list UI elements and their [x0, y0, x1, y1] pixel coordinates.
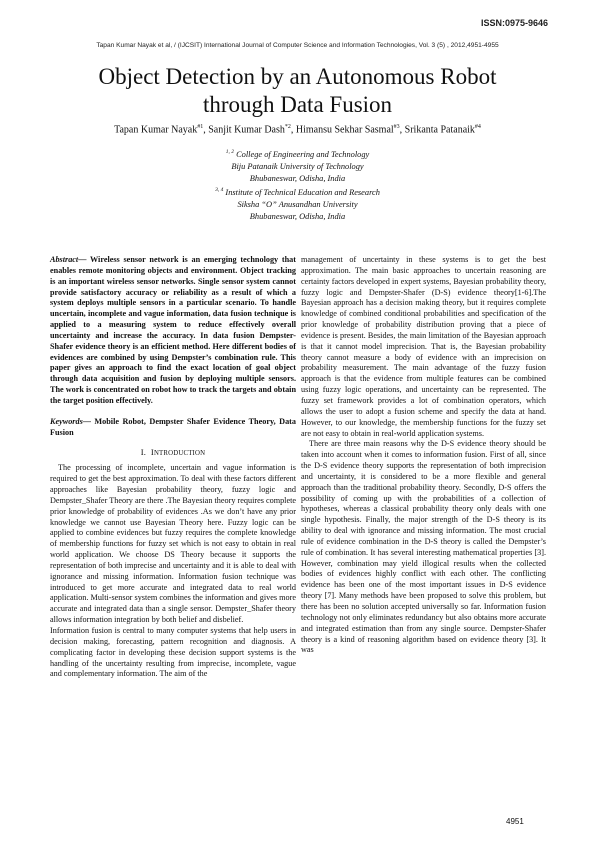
section-number: I.: [140, 446, 147, 457]
author-name: Sanjit Kumar Dash: [208, 124, 285, 136]
affiliation-line: Institute of Technical Education and Research: [225, 187, 380, 197]
page-number: 4951: [506, 817, 524, 826]
affiliation-2: [47, 184, 548, 223]
author-name: Srikanta Patanaik: [404, 124, 475, 136]
abstract-label: Abstract: [50, 255, 79, 264]
abstract: [50, 255, 296, 407]
paper-title: [47, 63, 548, 119]
author-list: Tapan Kumar Nayak$^{\#1}$, Sanjit Kumar Dash$^{*2}$, Himansu Sekhar Sasmal$^{\#3}$, Srikanta Patanaik$^{\#4}$: [114, 124, 481, 136]
right-column: [301, 255, 546, 656]
affiliation-line: Biju Patanaik University of Technology: [231, 161, 364, 171]
affiliation-sup: 3, 4: [215, 187, 224, 193]
body-paragraph: Information fusion is central to many computer systems that help users in decision making, forecasting, pattern recognition and diagnosis. A complicating factor in developing these decision support systems is the handling of the uncertainty resulting from imprecise, incomplete, vague and complementary information. The aim of the: [50, 626, 296, 679]
author-sup: #1: [197, 124, 204, 130]
section-heading: [50, 447, 296, 460]
keywords-text: — Mobile Robot, Dempster Shafer Evidence Theory, Data Fusion: [50, 416, 296, 437]
body-paragraph: There are three main reasons why the D-S evidence theory should be taken into account when it comes to information fusion. First of all, since the D-S evidence theory supports the representation of both imprecision and uncertainty, it is considered to be a more flexible and general approach than the traditional probability theory. Secondly, D-S offers the possibility of coming up with the probabilities of a collection of hypotheses, whereas a classical probability theory only deals with one single hypothesis. Finally, the major strength of the D-S theory is its ability to deal with ignorance and missing information. The most crucial rule of evidence combination in the D-S theory is called the Dempster’s rule of combination. It has several interesting mathematical properties [3]. However, combination may yield illogical results when the collected bodies of evidences highly conflict with each other. The conflicting evidence has been one of the most important issues in D-S evidence theory [7]. Many methods have been proposed to solve this problem, but there has been no solution accepted universally so far. Information fusion technology not only eliminates redundancy but also obtains more accurate and integrated estimation than from any single source. Dempster-Shafer theory is a kind of reasoning algorithm based on evidence theory [3]. It was: [301, 439, 546, 655]
keywords: [50, 417, 296, 439]
title-line-2: through Data Fusion: [202, 92, 393, 117]
author-name: Tapan Kumar Nayak: [114, 124, 198, 136]
affiliation-1: [47, 146, 548, 185]
abstract-text: — Wireless sensor network is an emerging technology that enables remote monitoring objects and environment. Object tracking is an important wireless sensor networks. Single sensor system cannot provide satisfactory accuracy or reliability as a result of which a system deploys multiple sensors in a particular scenario. To handle uncertain, incomplete and vague information, data fusion technique is applied to a measuring system to reduce effectively overall uncertainty and increase the accuracy. In data fusion Dempster-Shafer evidence theory is an efficient method. Here different bodies of evidences are combined by using Dempster’s combination rule. This paper gives an approach to find the exact location of goal object through data acquisition and fusion by deploying multiple sensors. The work is concentrated on robot how to track the targets and obtain the target position effectively.: [50, 255, 296, 405]
author-sup: #4: [474, 124, 481, 130]
section-initial: I: [150, 446, 154, 457]
title-line-1: Object Detection by an Autonomous Robot: [98, 64, 497, 89]
body-paragraph: management of uncertainty in these systems is to get the best approximation. The main basic approaches to uncertain reasoning are certainty factors developed in expert systems, Bayesian probability theory, fuzzy logic and Dempster-Shafer (D-S) evidence theory[1-6].The Bayesian approach has a decision making theory, but it requires complete knowledge of combined conditional probabilities and specification of the prior knowledge of probability distribution proving that a piece of evidence is present. Besides, the main limitation of the Bayesian approach is that it cannot model imprecision. That is, the Bayesian probability theory cannot measure a body of evidence with an imprecision on probability measurement. The main advantage of the fuzzy fusion approach is that the evidence from multiple features can be combined using fuzzy logic operations, and uncertainty can be represented. The fuzzy set framework provides a lot of combination operators, which allows the user to adopt a fusion scheme and specify the data at hand. However, to our knowledge, the membership functions for the fuzzy set are not easy to obtain in real-world application systems.: [301, 255, 546, 438]
author-name: Himansu Sekhar Sasmal: [295, 124, 394, 136]
affiliation-line: Siksha “O” Anusandhan University: [237, 199, 358, 209]
section-title-rest: NTRODUCTION: [153, 449, 206, 457]
running-head: Tapan Kumar Nayak et al, / (IJCSIT) International Journal of Computer Science and Information Technologies, Vol. 3 (5) , 2012,4951-4955: [96, 42, 499, 49]
affiliation-line: Bhubaneswar, Odisha, India: [249, 173, 346, 183]
body-paragraph: The processing of incomplete, uncertain and vague information is required to get the best approximation. To deal with these factors different approaches like Bayesian probability theory, fuzzy logic and Dempster_Shafer Theory are there .The Bayesian theory requires complete prior knowledge of probability of evidences .As we don’t have any prior knowledge we cannot use Bayesian Theory here. Fuzzy logic can be applied to combine evidences but fuzzy requires the complete knowledge of membership functions for fuzzy set which is not easy to obtain in real world application. We choose DS Theory because it supports the representation of both imprecise and uncertainty and it is able to deal with ignorance and missing information. Information fusion technique was introduced to get more accurate and integrated data to real world application. Multi-sensor system combines the information and gives more accurate and integrated data than a single sensor. Dempster_Shafer theory allows information integration by both belief and disbelief.: [50, 463, 296, 625]
keywords-label: Keywords: [50, 416, 83, 426]
author-sup: #3: [393, 124, 400, 130]
issn-label: ISSN:0975-9646: [480, 18, 548, 28]
affiliation-sup: 1, 2: [225, 149, 234, 155]
affiliation-line: College of Engineering and Technology: [236, 149, 370, 159]
left-column: [50, 255, 296, 680]
affiliation-line: Bhubaneswar, Odisha, India: [249, 211, 346, 221]
author-sup: *2: [284, 124, 291, 130]
